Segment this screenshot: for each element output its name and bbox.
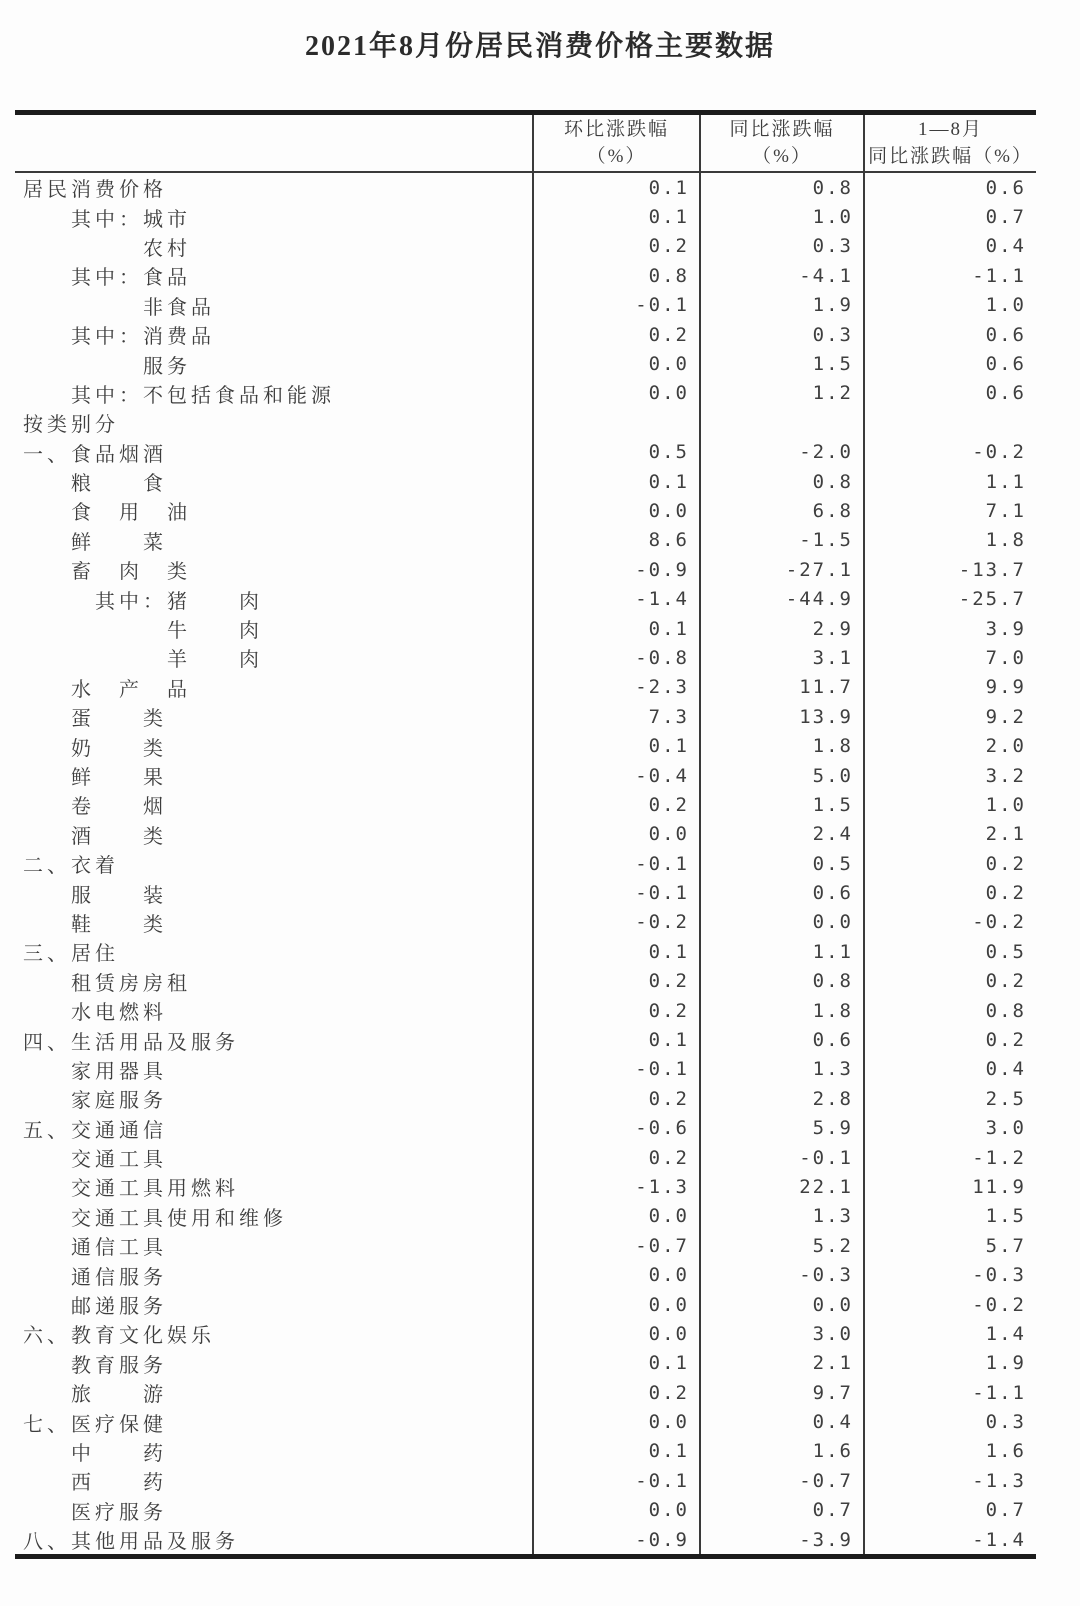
table-row	[15, 820, 1036, 849]
row-value-yoy: -0.3	[699, 1260, 863, 1289]
row-label: 鲜 果	[23, 767, 167, 789]
table-row	[15, 790, 1036, 819]
table-row	[15, 1055, 1036, 1084]
row-value-yoy: 5.0	[699, 761, 863, 790]
table-row	[15, 320, 1036, 349]
row-value-yoy: 1.8	[699, 731, 863, 760]
row-value-ytd: 1.9	[863, 1349, 1036, 1378]
table-row	[15, 1319, 1036, 1348]
row-value-ytd: -1.2	[863, 1143, 1036, 1172]
table-row	[15, 202, 1036, 231]
table-row	[15, 1407, 1036, 1436]
row-label: 家庭服务	[23, 1090, 167, 1113]
row-label: 粮 食	[23, 473, 167, 496]
row-label: 鞋 类	[23, 913, 167, 936]
row-value-yoy: 5.9	[699, 1114, 863, 1143]
row-label: 邮递服务	[23, 1296, 167, 1319]
row-label: 畜 肉 类	[23, 561, 191, 584]
row-value-yoy: 1.3	[699, 1202, 863, 1231]
row-label: 酒 类	[23, 825, 167, 848]
header-yoy-line1: 同比涨跌幅	[729, 119, 835, 140]
row-value-mom: 0.0	[532, 1260, 699, 1289]
row-label: 羊 肉	[23, 649, 263, 672]
row-value-ytd: -25.7	[863, 584, 1036, 613]
table-row	[15, 1378, 1036, 1407]
table-row	[15, 291, 1036, 320]
row-label: 五、交通通信	[23, 1119, 167, 1142]
table-row	[15, 1202, 1036, 1231]
row-label: 其中：食品	[23, 267, 191, 290]
row-value-yoy: -44.9	[699, 584, 863, 613]
row-value-mom: -0.2	[532, 908, 699, 937]
row-value-yoy: -3.9	[699, 1525, 863, 1554]
row-label: 牛 肉	[23, 620, 263, 643]
row-value-yoy: 2.4	[699, 820, 863, 849]
row-value-mom: -0.1	[532, 1466, 699, 1495]
header-mom-line1: 环比涨跌幅	[563, 119, 669, 140]
row-value-ytd: -1.4	[863, 1525, 1036, 1554]
row-value-ytd: 0.5	[863, 937, 1036, 966]
row-label: 服 装	[23, 884, 167, 907]
row-value-ytd: 7.1	[863, 496, 1036, 525]
row-label: 一、食品烟酒	[23, 443, 167, 466]
row-value-mom: 0.1	[532, 202, 699, 231]
table-row	[15, 1025, 1036, 1054]
row-value-mom: 0.1	[532, 614, 699, 643]
row-label: 四、生活用品及服务	[23, 1031, 239, 1054]
row-value-mom: 7.3	[532, 702, 699, 731]
row-value-ytd: 2.0	[863, 731, 1036, 760]
row-value-yoy: -0.1	[699, 1143, 863, 1172]
row-value-yoy: 0.6	[699, 878, 863, 907]
row-value-mom: 0.1	[532, 1437, 699, 1466]
row-value-mom: 0.0	[532, 1407, 699, 1436]
row-value-ytd: -0.2	[863, 1290, 1036, 1319]
row-value-ytd: 2.1	[863, 820, 1036, 849]
row-value-yoy: 1.9	[699, 291, 863, 320]
row-value-ytd: 0.2	[863, 878, 1036, 907]
row-label: 农村	[23, 237, 191, 260]
row-value-ytd: 0.6	[863, 349, 1036, 378]
row-value-mom: 0.2	[532, 1378, 699, 1407]
row-value-yoy: 0.8	[699, 173, 863, 202]
table-row	[15, 555, 1036, 584]
row-value-ytd: 5.7	[863, 1231, 1036, 1260]
table-row	[15, 173, 1036, 202]
page-title: 2021年8月份居民消费价格主要数据	[304, 31, 775, 62]
row-value-yoy: 0.4	[699, 1407, 863, 1436]
row-value-mom: 0.0	[532, 1319, 699, 1348]
table-row	[15, 614, 1036, 643]
row-value-ytd: 0.6	[863, 173, 1036, 202]
row-value-yoy: 1.8	[699, 996, 863, 1025]
row-value-ytd: 0.7	[863, 202, 1036, 231]
row-value-ytd: -1.3	[863, 1466, 1036, 1495]
row-value-yoy	[699, 408, 863, 437]
row-value-yoy: 0.3	[699, 232, 863, 261]
row-label: 医疗服务	[23, 1501, 167, 1524]
row-label: 交通工具	[23, 1149, 167, 1172]
table-row	[15, 1114, 1036, 1143]
row-value-ytd: -0.2	[863, 438, 1036, 467]
row-value-ytd: 0.8	[863, 996, 1036, 1025]
row-value-ytd: 1.5	[863, 1202, 1036, 1231]
row-label: 鲜 菜	[23, 531, 167, 554]
table-row	[15, 1349, 1036, 1378]
row-label: 六、教育文化娱乐	[23, 1325, 215, 1348]
header-mom-line2: （%）	[586, 146, 647, 167]
table-row	[15, 702, 1036, 731]
row-value-ytd: -13.7	[863, 555, 1036, 584]
row-label: 卷 烟	[23, 796, 167, 819]
row-value-yoy: 1.6	[699, 1437, 863, 1466]
table-row	[15, 878, 1036, 907]
row-label: 按类别分	[23, 414, 119, 437]
header-cell-ytd	[863, 115, 1036, 171]
row-value-mom: 0.2	[532, 232, 699, 261]
table-row	[15, 1525, 1036, 1554]
row-value-mom: 0.2	[532, 967, 699, 996]
table-row	[15, 673, 1036, 702]
table-row	[15, 261, 1036, 290]
row-label: 租赁房房租	[23, 972, 191, 995]
row-value-yoy: 5.2	[699, 1231, 863, 1260]
row-value-yoy: 1.1	[699, 937, 863, 966]
row-value-mom: -0.7	[532, 1231, 699, 1260]
row-label: 非食品	[23, 296, 215, 319]
row-value-mom: -0.1	[532, 291, 699, 320]
row-value-mom: 0.2	[532, 1143, 699, 1172]
row-value-mom: 0.0	[532, 1496, 699, 1525]
row-value-mom: 0.1	[532, 731, 699, 760]
row-label: 中 药	[23, 1442, 167, 1465]
row-label: 二、衣着	[23, 855, 119, 878]
table-header-row	[15, 115, 1036, 173]
row-value-ytd: 0.2	[863, 849, 1036, 878]
row-value-yoy: 0.8	[699, 967, 863, 996]
row-value-mom	[532, 408, 699, 437]
row-value-yoy: -0.7	[699, 1466, 863, 1495]
row-value-mom: 0.0	[532, 820, 699, 849]
row-value-ytd: 2.5	[863, 1084, 1036, 1113]
row-value-ytd: 0.3	[863, 1407, 1036, 1436]
row-label: 八、其他用品及服务	[23, 1531, 239, 1554]
table-row	[15, 1084, 1036, 1113]
table-row	[15, 849, 1036, 878]
row-value-yoy: 0.0	[699, 908, 863, 937]
row-value-ytd: 1.0	[863, 291, 1036, 320]
row-label: 旅 游	[23, 1384, 167, 1407]
header-cell-category	[15, 115, 532, 171]
header-yoy-line2: （%）	[752, 146, 812, 167]
row-label: 奶 类	[23, 737, 167, 760]
row-value-ytd: 1.1	[863, 467, 1036, 496]
row-label: 交通工具使用和维修	[23, 1207, 287, 1230]
row-label: 家用器具	[23, 1060, 167, 1083]
row-value-yoy: 0.3	[699, 320, 863, 349]
row-value-mom: 0.8	[532, 261, 699, 290]
row-value-ytd: 1.6	[863, 1437, 1036, 1466]
row-value-yoy: 1.0	[699, 202, 863, 231]
row-value-yoy: -4.1	[699, 261, 863, 290]
row-value-ytd: 9.9	[863, 673, 1036, 702]
row-value-mom: -1.3	[532, 1172, 699, 1201]
row-value-yoy: 0.7	[699, 1496, 863, 1525]
row-value-ytd: -0.2	[863, 908, 1036, 937]
table-row	[15, 967, 1036, 996]
row-value-yoy: 0.0	[699, 1290, 863, 1319]
row-label: 七、医疗保健	[23, 1413, 167, 1436]
table-row	[15, 643, 1036, 672]
row-value-yoy: 3.0	[699, 1319, 863, 1348]
table-row	[15, 584, 1036, 613]
table-row	[15, 731, 1036, 760]
header-ytd-line2: 同比涨跌幅（%）	[868, 146, 1033, 167]
row-value-mom: -2.3	[532, 673, 699, 702]
row-value-ytd: -0.3	[863, 1260, 1036, 1289]
row-value-ytd	[863, 408, 1036, 437]
table-row	[15, 937, 1036, 966]
header-cell-yoy	[699, 115, 863, 171]
table-row	[15, 1290, 1036, 1319]
row-value-yoy: 0.5	[699, 849, 863, 878]
row-value-mom: 0.1	[532, 173, 699, 202]
row-value-mom: -0.1	[532, 878, 699, 907]
table-row	[15, 1231, 1036, 1260]
row-value-yoy: 0.8	[699, 467, 863, 496]
cpi-data-table	[15, 110, 1036, 1559]
row-value-yoy: 13.9	[699, 702, 863, 731]
table-row	[15, 438, 1036, 467]
row-value-mom: -0.8	[532, 643, 699, 672]
row-value-mom: 0.2	[532, 790, 699, 819]
row-value-yoy: 1.5	[699, 790, 863, 819]
table-row	[15, 1437, 1036, 1466]
table-row	[15, 908, 1036, 937]
row-value-mom: 0.5	[532, 438, 699, 467]
row-value-ytd: 0.6	[863, 320, 1036, 349]
row-label: 三、居住	[23, 943, 119, 966]
row-value-mom: -0.4	[532, 761, 699, 790]
row-label: 通信工具	[23, 1237, 167, 1260]
table-row	[15, 349, 1036, 378]
row-value-yoy: -1.5	[699, 526, 863, 555]
table-row	[15, 1260, 1036, 1289]
row-value-mom: -0.1	[532, 1055, 699, 1084]
row-value-ytd: 3.0	[863, 1114, 1036, 1143]
row-value-yoy: -2.0	[699, 438, 863, 467]
row-value-mom: 0.1	[532, 1025, 699, 1054]
row-label: 其中：城市	[23, 208, 191, 231]
row-value-yoy: 1.2	[699, 379, 863, 408]
row-value-mom: -1.4	[532, 584, 699, 613]
row-value-yoy: 1.5	[699, 349, 863, 378]
row-value-ytd: -1.1	[863, 1378, 1036, 1407]
row-label: 西 药	[23, 1472, 167, 1495]
table-row	[15, 526, 1036, 555]
row-value-mom: -0.1	[532, 849, 699, 878]
row-label: 其中：不包括食品和能源	[23, 384, 335, 407]
row-value-yoy: 2.9	[699, 614, 863, 643]
table-row	[15, 761, 1036, 790]
row-value-ytd: -1.1	[863, 261, 1036, 290]
row-label: 水 产 品	[23, 678, 191, 701]
table-row	[15, 379, 1036, 408]
table-row	[15, 496, 1036, 525]
row-label: 水电燃料	[23, 1002, 167, 1025]
row-value-mom: 0.2	[532, 320, 699, 349]
row-value-mom: -0.9	[532, 1525, 699, 1554]
table-body	[15, 173, 1036, 1554]
row-value-yoy: -27.1	[699, 555, 863, 584]
row-value-ytd: 3.9	[863, 614, 1036, 643]
row-value-mom: 0.1	[532, 1349, 699, 1378]
row-label: 交通工具用燃料	[23, 1178, 239, 1201]
row-value-mom: 0.0	[532, 349, 699, 378]
row-value-ytd: 1.4	[863, 1319, 1036, 1348]
row-value-ytd: 0.4	[863, 1055, 1036, 1084]
table-row	[15, 467, 1036, 496]
row-value-ytd: 0.4	[863, 232, 1036, 261]
table-row	[15, 232, 1036, 261]
row-label: 教育服务	[23, 1354, 167, 1377]
row-value-ytd: 11.9	[863, 1172, 1036, 1201]
row-label: 通信服务	[23, 1266, 167, 1289]
header-ytd-line1: 1—8月	[917, 119, 983, 140]
table-row	[15, 1172, 1036, 1201]
table-row	[15, 1496, 1036, 1525]
row-value-yoy: 2.8	[699, 1084, 863, 1113]
table-row	[15, 1466, 1036, 1495]
row-value-yoy: 22.1	[699, 1172, 863, 1201]
row-value-mom: 0.0	[532, 496, 699, 525]
row-value-ytd: 0.2	[863, 1025, 1036, 1054]
row-value-ytd: 1.8	[863, 526, 1036, 555]
row-value-mom: 8.6	[532, 526, 699, 555]
row-value-mom: -0.6	[532, 1114, 699, 1143]
row-value-yoy: 11.7	[699, 673, 863, 702]
row-label: 居民消费价格	[23, 179, 167, 202]
row-value-yoy: 0.6	[699, 1025, 863, 1054]
row-label: 蛋 类	[23, 708, 167, 731]
row-label: 服务	[23, 355, 191, 378]
row-value-yoy: 3.1	[699, 643, 863, 672]
row-value-ytd: 7.0	[863, 643, 1036, 672]
row-value-mom: 0.1	[532, 937, 699, 966]
row-value-ytd: 9.2	[863, 702, 1036, 731]
row-value-mom: -0.9	[532, 555, 699, 584]
row-value-mom: 0.0	[532, 1290, 699, 1319]
row-value-ytd: 0.7	[863, 1496, 1036, 1525]
row-label: 食 用 油	[23, 502, 191, 525]
row-value-mom: 0.0	[532, 379, 699, 408]
table-row	[15, 408, 1036, 437]
row-value-yoy: 9.7	[699, 1378, 863, 1407]
row-label: 其中：消费品	[23, 326, 215, 349]
header-cell-mom	[532, 115, 699, 171]
row-value-mom: 0.0	[532, 1202, 699, 1231]
table-row	[15, 1143, 1036, 1172]
row-value-ytd: 3.2	[863, 761, 1036, 790]
table-row	[15, 996, 1036, 1025]
row-value-ytd: 1.0	[863, 790, 1036, 819]
row-value-ytd: 0.6	[863, 379, 1036, 408]
row-value-yoy: 6.8	[699, 496, 863, 525]
row-value-mom: 0.2	[532, 1084, 699, 1113]
row-value-ytd: 0.2	[863, 967, 1036, 996]
row-value-mom: 0.1	[532, 467, 699, 496]
row-value-yoy: 2.1	[699, 1349, 863, 1378]
row-label: 其中：猪 肉	[23, 590, 263, 613]
row-value-yoy: 1.3	[699, 1055, 863, 1084]
row-value-mom: 0.2	[532, 996, 699, 1025]
